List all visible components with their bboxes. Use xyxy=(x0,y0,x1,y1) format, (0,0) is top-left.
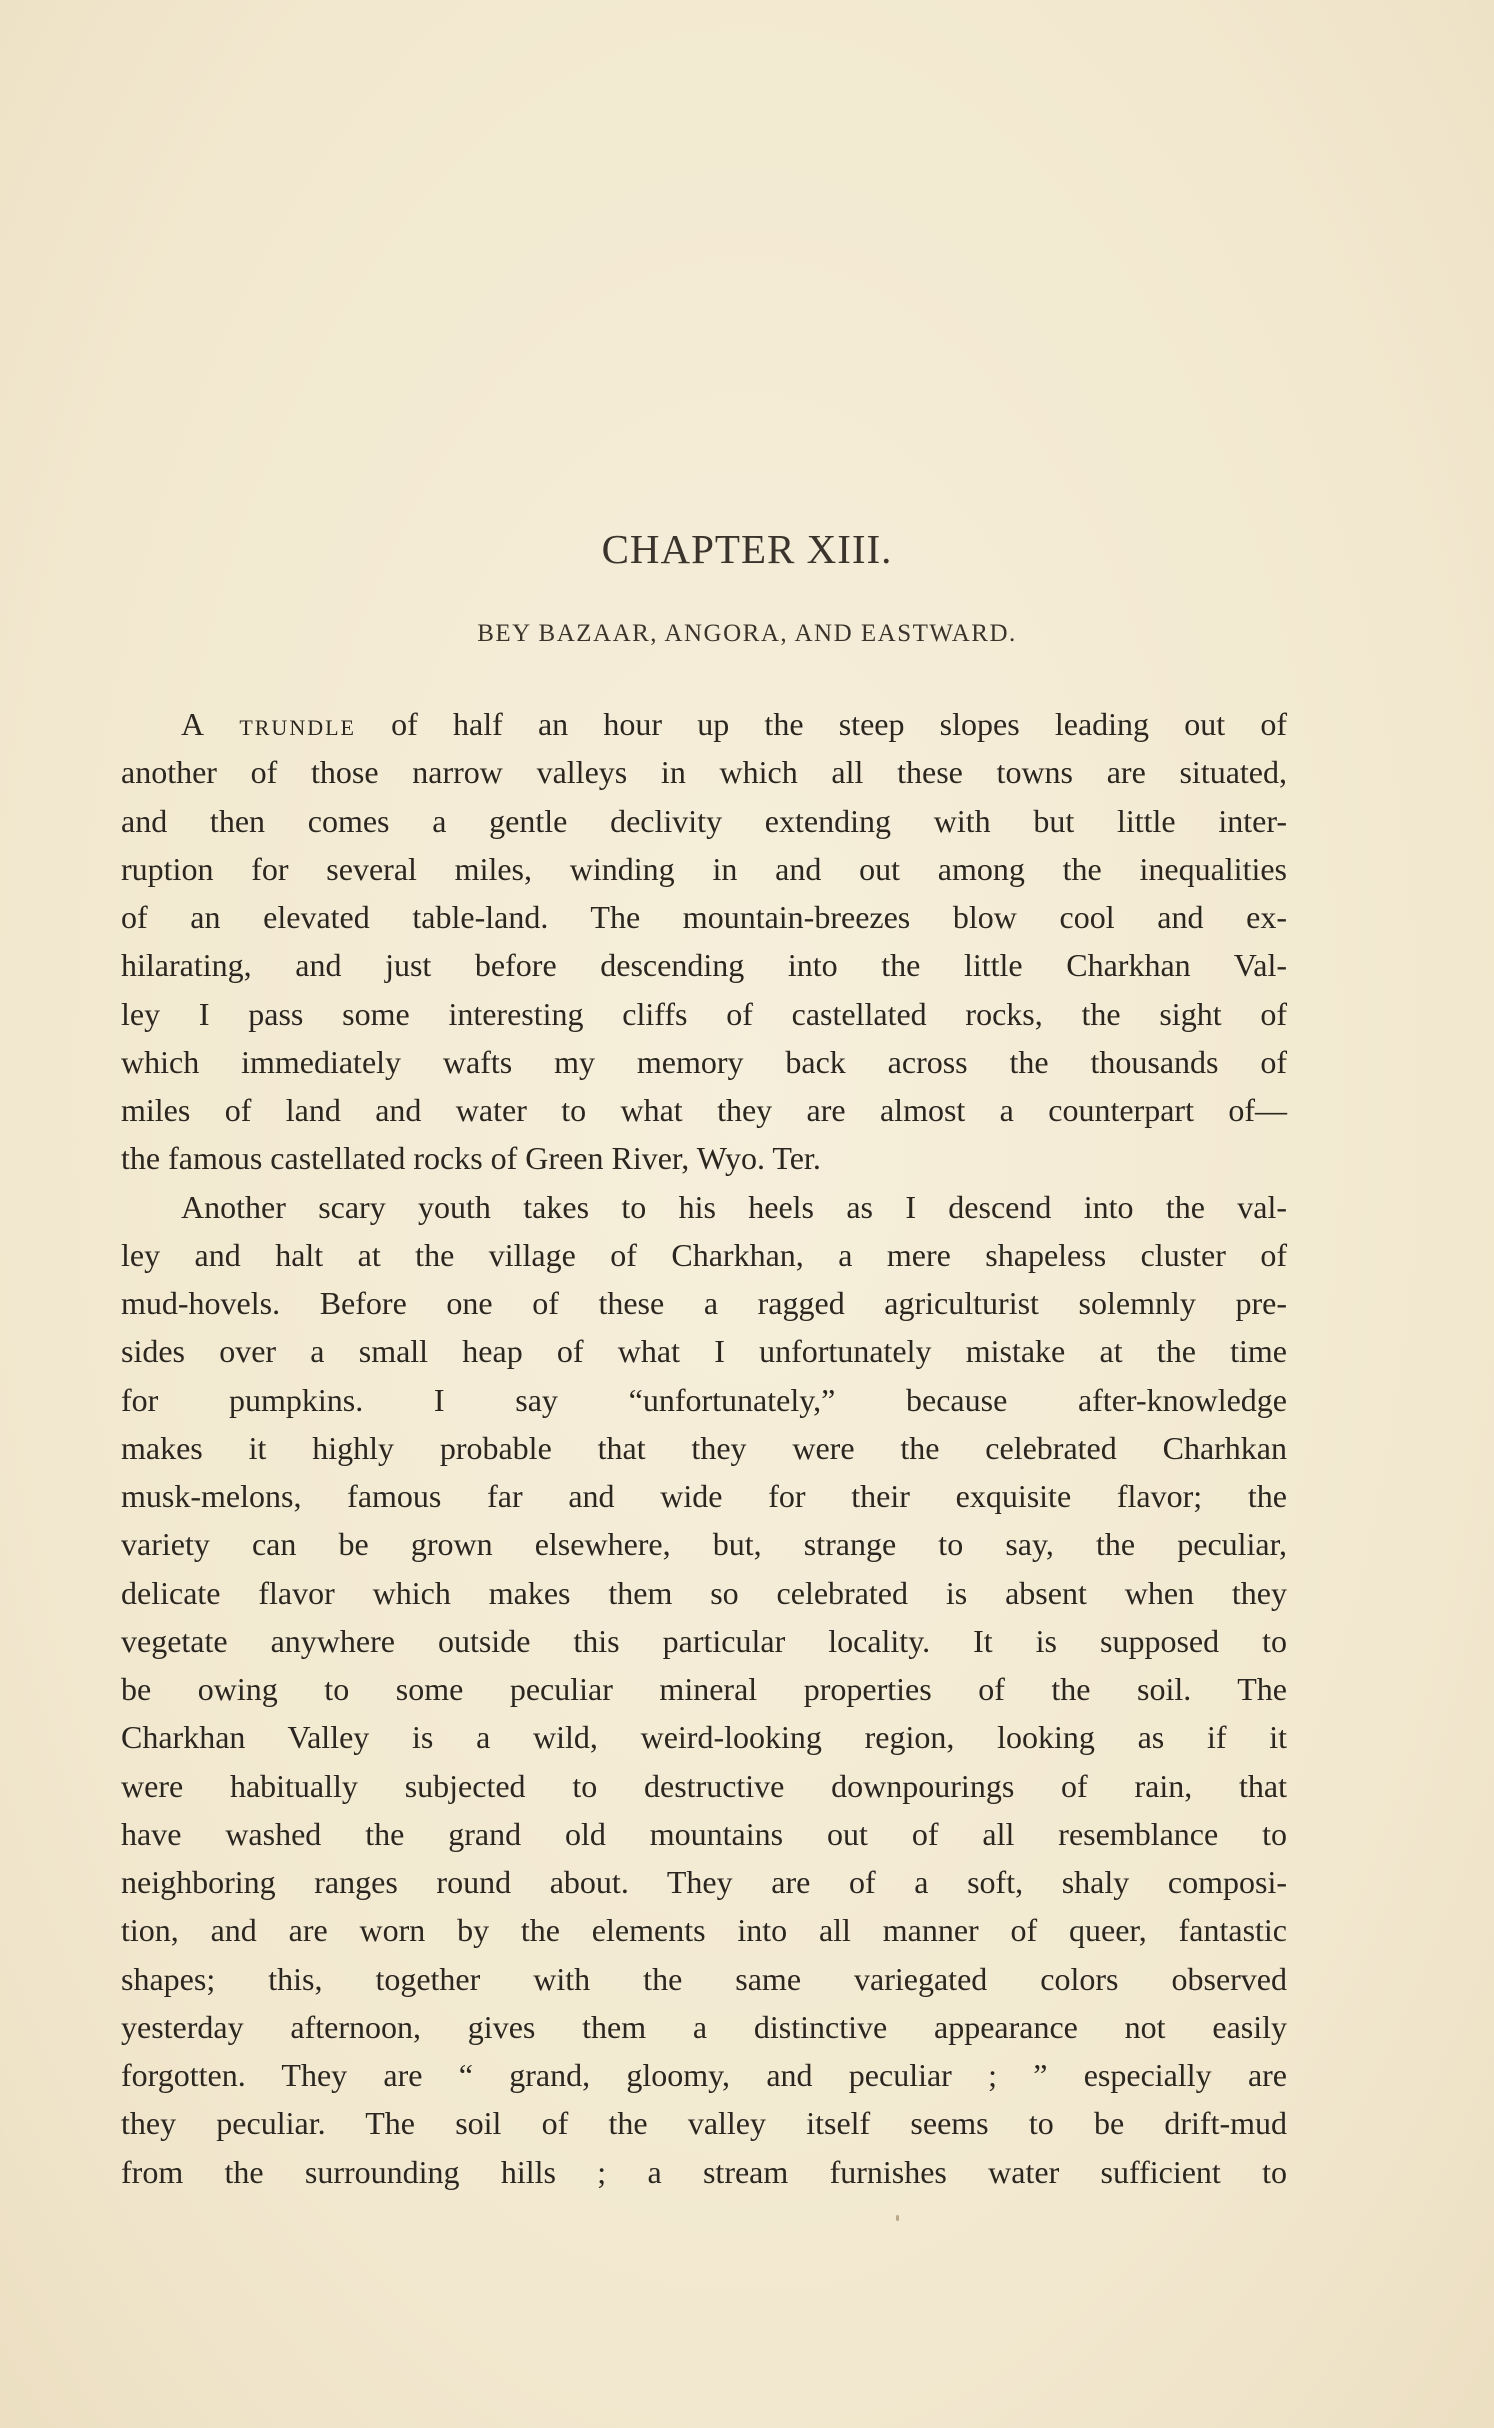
first-line-rest: of half an hour up the steep slopes leading out of xyxy=(355,706,1288,742)
body-line: sides over a small heap of what I unfortunately mistake at the time xyxy=(121,1333,1287,1370)
body-line: of an elevated table-land. The mountain-breezes blow cool and ex- xyxy=(121,899,1287,935)
body-line: tion, and are worn by the elements into all manner of queer, fantastic xyxy=(121,1912,1287,1949)
body-line: for pumpkins. I say “unfortunately,” because after-knowledge xyxy=(121,1381,1287,1418)
body-line: mud-hovels. Before one of these a ragged agriculturist solemnly pre- xyxy=(121,1285,1287,1321)
body-line: forgotten. They are “ grand, gloomy, and peculiar ; ” especially are xyxy=(121,2057,1287,2093)
body-line: musk-melons, famous far and wide for their exquisite flavor; the xyxy=(121,1478,1287,1514)
body-line: another of those narrow valleys in which all these towns are situated, xyxy=(121,754,1287,791)
body-line: shapes; this, together with the same variegated colors observed xyxy=(121,1960,1287,1997)
paper-speck xyxy=(896,2215,899,2221)
body-line: ley and halt at the village of Charkhan, a mere shapeless cluster of xyxy=(121,1236,1287,1273)
body-line: miles of land and water to what they are almost a counterpart of— xyxy=(121,1092,1287,1128)
drop-word: A xyxy=(181,706,205,742)
body-line: yesterday afternoon, gives them a distinctive appearance not easily xyxy=(121,2008,1287,2045)
body-line: ruption for several miles, winding in and out among the inequalities xyxy=(121,850,1287,887)
body-line: have washed the grand old mountains out of all resemblance to xyxy=(121,1815,1287,1852)
body-line: and then comes a gentle declivity extending with but little inter- xyxy=(121,802,1287,839)
body-line: Charkhan Valley is a wild, weird-looking region, looking as if it xyxy=(121,1719,1287,1756)
body-line: makes it highly probable that they were the celebrated Charhkan xyxy=(121,1429,1287,1466)
body-line: ley I pass some interesting cliffs of castellated rocks, the sight of xyxy=(121,995,1287,1032)
body-line: which immediately wafts my memory back across the thousands of xyxy=(121,1043,1287,1080)
body-line: they peculiar. The soil of the valley itself seems to be drift-mud xyxy=(121,2105,1287,2142)
body-line: were habitually subjected to destructive downpourings of rain, that xyxy=(121,1767,1287,1804)
chapter-title: CHAPTER XIII. xyxy=(601,526,893,572)
chapter-subtitle: BEY BAZAAR, ANGORA, AND EASTWARD. xyxy=(477,620,1017,647)
body-line: the famous castellated rocks of Green River, Wyo. Ter. xyxy=(121,1140,821,1177)
body-line-paragraph-start: Another scary youth takes to his heels as I descend into the val- xyxy=(181,1188,1287,1225)
body-line: delicate flavor which makes them so celebrated is absent when they xyxy=(121,1574,1287,1611)
chapter-body xyxy=(121,700,1287,2196)
body-line: be owing to some peculiar mineral properties of the soil. The xyxy=(121,1671,1287,1707)
body-line: neighboring ranges round about. They are of a soft, shaly composi- xyxy=(121,1864,1287,1900)
body-line-first xyxy=(121,700,1287,748)
smallcaps-word: TRUNDLE xyxy=(239,715,356,740)
body-line: variety can be grown elsewhere, but, strange to say, the peculiar, xyxy=(121,1526,1287,1563)
body-line: hilarating, and just before descending into the little Charkhan Val- xyxy=(121,947,1287,984)
body-line: from the surrounding hills ; a stream furnishes water sufficient to xyxy=(121,2153,1287,2190)
body-line: vegetate anywhere outside this particular locality. It is supposed to xyxy=(121,1622,1287,1659)
